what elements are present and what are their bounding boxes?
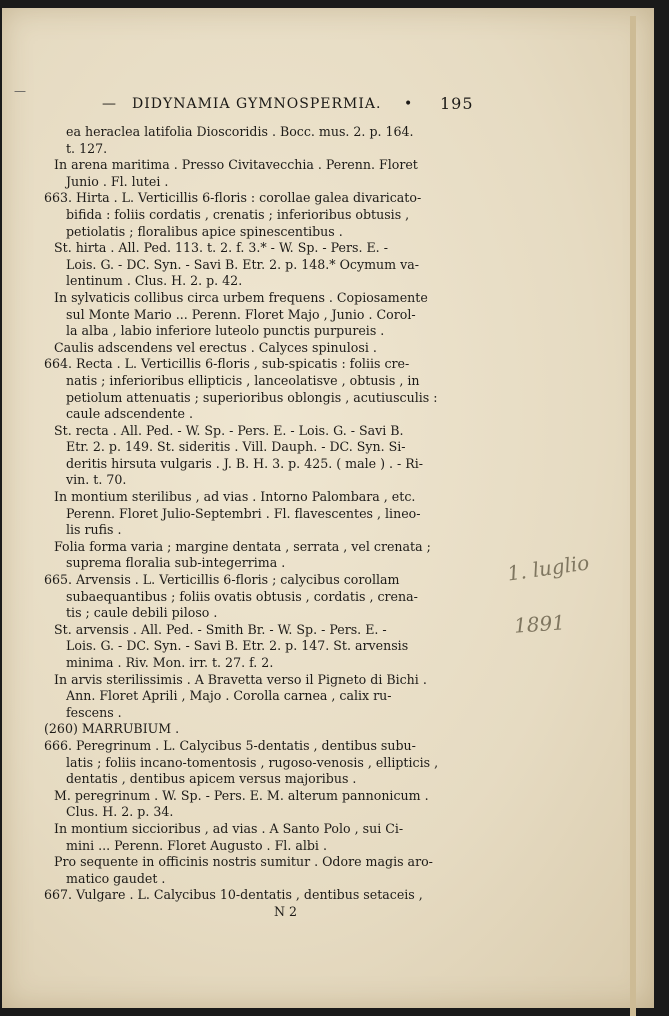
page-edge xyxy=(630,16,636,1016)
text-line: 663. Hirta . L. Verticillis 6-floris : corollae galea divaricato- xyxy=(44,190,422,206)
text-line: Lois. G. - DC. Syn. - Savi B. Etr. 2. p. 147. St. arvensis xyxy=(66,638,409,654)
page-text xyxy=(44,124,494,921)
text-line: In sylvaticis collibus circa urbem frequens . Copiosamente xyxy=(54,289,428,305)
text-line: petiolatis ; floralibus apice spinescentibus . xyxy=(66,223,343,239)
text-line: petiolum attenuatis ; superioribus oblongis , acutiusculis : xyxy=(66,389,438,405)
text-line: M. peregrinum . W. Sp. - Pers. E. M. alterum pannonicum . xyxy=(54,787,429,803)
text-line: suprema floralia sub-integerrima . xyxy=(66,555,286,571)
text-line: 665. Arvensis . L. Verticillis 6-floris ; calycibus corollam xyxy=(44,572,400,588)
text-line: fescens . xyxy=(66,704,122,720)
text-line: Junio . Fl. lutei . xyxy=(66,173,169,189)
handwritten-note-year: 1891 xyxy=(513,610,566,638)
text-line: (260) MARRUBIUM . xyxy=(44,721,180,737)
text-line: t. 127. xyxy=(66,140,108,156)
text-line: sul Monte Mario ... Perenn. Floret Majo , Junio . Corol- xyxy=(66,306,416,322)
text-line: Ann. Floret Aprili , Majo . Corolla carnea , calix ru- xyxy=(66,688,392,704)
text-line: 667. Vulgare . L. Calycibus 10-dentatis , dentibus setaceis , xyxy=(44,887,423,903)
text-line: Perenn. Floret Julio-Septembri . Fl. flavescentes , lineo- xyxy=(66,505,421,521)
text-line: deritis hirsuta vulgaris . J. B. H. 3. p. 425. ( male ) . - Ri- xyxy=(66,455,424,471)
text-line: mini ... Perenn. Floret Augusto . Fl. albi . xyxy=(66,837,327,853)
text-line: tis ; caule debili piloso . xyxy=(66,605,218,621)
text-line: subaequantibus ; foliis ovatis obtusis , cordatis , crena- xyxy=(66,588,418,604)
running-header xyxy=(102,96,492,118)
text-line: Lois. G. - DC. Syn. - Savi B. Etr. 2. p. 148.* Ocymum va- xyxy=(66,256,419,272)
corner-mark: — xyxy=(14,84,26,98)
text-line: In montium siccioribus , ad vias . A Santo Polo , sui Ci- xyxy=(54,820,404,836)
text-line: dentatis , dentibus apicem versus majoribus . xyxy=(66,771,357,787)
text-line: natis ; inferioribus ellipticis , lanceolatisve , obtusis , in xyxy=(66,372,420,388)
text-line: 666. Peregrinum . L. Calycibus 5-dentatis , dentibus subu- xyxy=(44,737,416,753)
text-line: Etr. 2. p. 149. St. sideritis . Vill. Dauph. - DC. Syn. Si- xyxy=(66,439,406,455)
text-line: Clus. H. 2. p. 34. xyxy=(66,804,174,820)
text-line: caule adscendente . xyxy=(66,406,193,422)
text-line: lis rufis . xyxy=(66,522,122,538)
text-line: matico gaudet . xyxy=(66,870,166,886)
handwritten-note-date: 1. luglio xyxy=(505,550,591,586)
text-line: minima . Riv. Mon. irr. t. 27. f. 2. xyxy=(66,655,274,670)
text-line: latis ; foliis incano-tomentosis , rugoso-venosis , ellipticis , xyxy=(66,754,439,770)
text-line: In montium sterilibus , ad vias . Intorno Palombara , etc. xyxy=(54,489,416,505)
header-dash: — xyxy=(102,96,117,112)
text-line: Folia forma varia ; margine dentata , serrata , vel crenata ; xyxy=(54,538,431,554)
text-line: Pro sequente in officinis nostris sumitur . Odore magis aro- xyxy=(54,854,433,870)
header-dot: • xyxy=(404,96,414,112)
text-line: lentinum . Clus. H. 2. p. 42. xyxy=(66,273,243,289)
page-number: 195 xyxy=(440,94,474,113)
book-page xyxy=(2,8,654,1008)
text-line: vin. t. 70. xyxy=(66,472,127,488)
text-line: Caulis adscendens vel erectus . Calyces spinulosi . xyxy=(54,339,377,355)
text-line: la alba , labio inferiore luteolo punctis purpureis . xyxy=(66,323,385,339)
text-line: St. recta . All. Ped. - W. Sp. - Pers. E. - Lois. G. - Savi B. xyxy=(54,422,404,438)
text-line: In arena maritima . Presso Civitavecchia . Perenn. Floret xyxy=(54,157,418,173)
text-line: 664. Recta . L. Verticillis 6-floris , sub-spicatis : foliis cre- xyxy=(44,356,410,372)
header-title: DIDYNAMIA GYMNOSPERMIA. xyxy=(132,96,382,112)
text-line: bifida : foliis cordatis , crenatis ; inferioribus obtusis , xyxy=(66,206,410,222)
text-line: St. arvensis . All. Ped. - Smith Br. - W. Sp. - Pers. E. - xyxy=(54,621,387,637)
text-line: ea heraclea latifolia Dioscoridis . Bocc. mus. 2. p. 164. xyxy=(66,124,414,139)
text-line: St. hirta . All. Ped. 113. t. 2. f. 3.* - W. Sp. - Pers. E. - xyxy=(54,240,388,256)
text-line: In arvis sterilissimis . A Bravetta verso il Pigneto di Bichi . xyxy=(54,671,427,687)
text-line: N 2 xyxy=(274,903,298,919)
